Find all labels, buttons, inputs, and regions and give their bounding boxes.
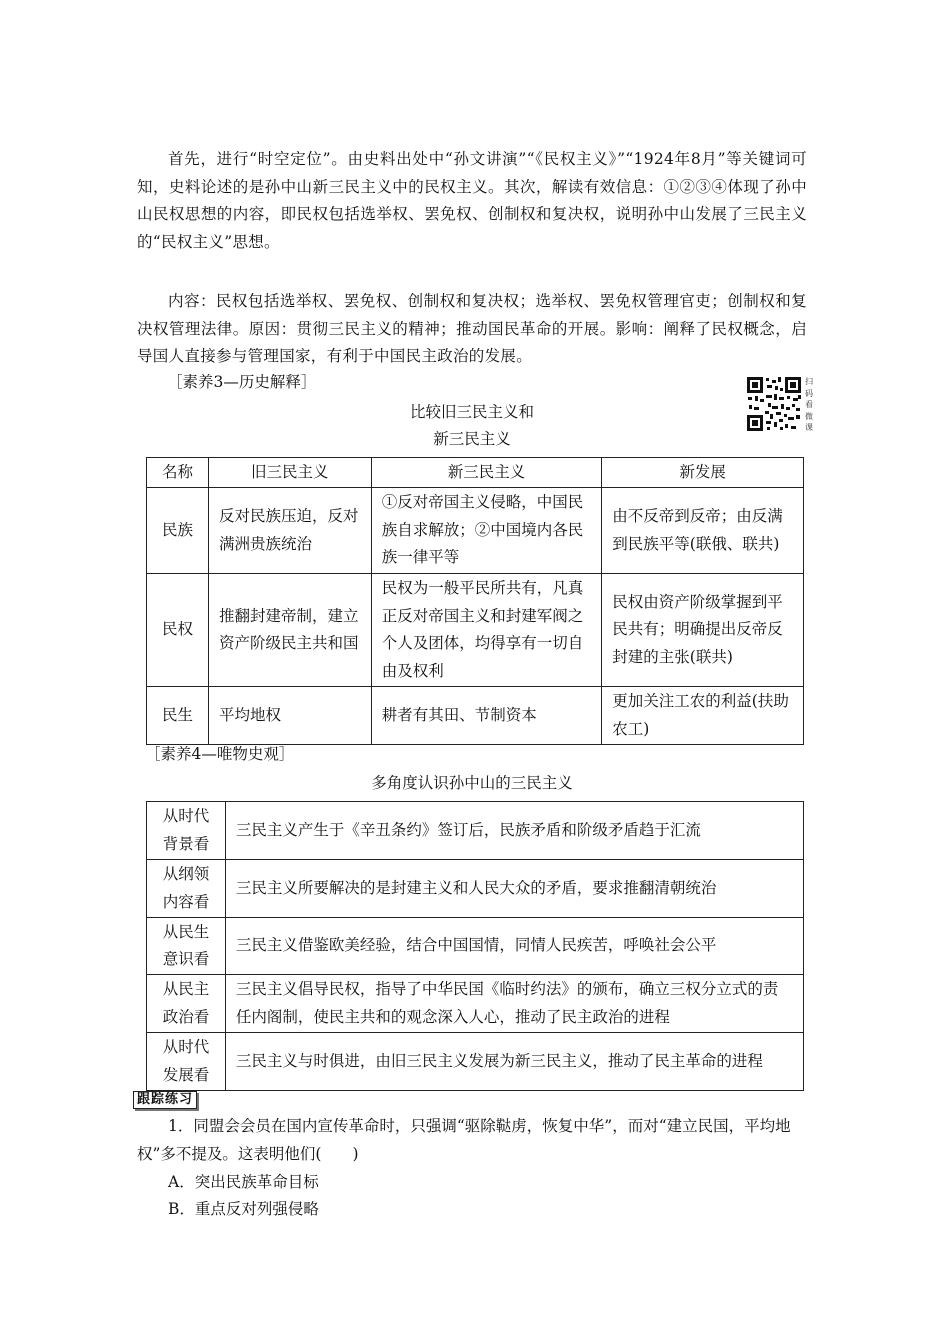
table1-title-line2: 新三民主义 — [433, 430, 511, 448]
section4-label: ［素养4—唯物史观］ — [145, 745, 295, 763]
practice-tag: 跟踪练习 — [133, 1091, 197, 1109]
cell-new: ①反对帝国主义侵略，中国民族自求解放；②中国境内各民族一律平等 — [371, 488, 602, 574]
row-body: 三民主义与时俱进，由旧三民主义发展为新三民主义，推动了民主革命的进程 — [225, 1033, 803, 1091]
option-a[interactable]: A．突出民族革命目标 — [168, 1173, 319, 1191]
cell-development: 更加关注工农的利益(扶助农工) — [602, 687, 804, 745]
table-row — [147, 975, 804, 1033]
table-row — [147, 1033, 804, 1091]
row-name: 民权 — [147, 574, 209, 687]
table-row — [147, 860, 804, 918]
row-body: 三民主义产生于《辛丑条约》签订后，民族矛盾和阶级矛盾趋于汇流 — [225, 802, 803, 860]
perspectives-table — [146, 801, 804, 1091]
row-head: 从民生意识看 — [147, 918, 226, 975]
paragraph-analysis: 首先，进行“时空定位”。由史料出处中“孙文讲演”“《民权主义》”“1924年8月”等关键词可知，史料论述的是孙中山新三民主义中的民权主义。其次，解读有效信息：①②③④体现了孙中山民权思想的内容，即民权包括选举权、罢免权、创制权和复决权，说明孙中山发展了三民主义的“民权主义”思想。 — [137, 150, 807, 251]
section3-label: ［素养3—历史解释］ — [167, 373, 317, 391]
row-head: 从纲领内容看 — [147, 860, 226, 918]
table2-title: 多角度认识孙中山的三民主义 — [371, 774, 573, 792]
row-head: 从民主政治看 — [147, 975, 226, 1033]
comparison-table — [146, 457, 804, 745]
table-row — [147, 687, 804, 745]
row-head: 从时代发展看 — [147, 1033, 226, 1091]
cell-development: 民权由资产阶级掌握到平民共有；明确提出反帝反封建的主张(联共) — [602, 574, 804, 687]
header-new: 新三民主义 — [371, 458, 602, 488]
table-row — [147, 574, 804, 687]
paragraph-answer: 内容：民权包括选举权、罢免权、创制权和复决权；选举权、罢免权管理官吏；创制权和复决权管理法律。原因：贯彻三民主义的精神；推动国民革命的开展。影响：阐释了民权概念，启导国人直接参与管理国家，有利于中国民主政治的发展。 — [137, 292, 807, 365]
row-body: 三民主义倡导民权，指导了中华民国《临时约法》的颁布，确立三权分立式的责任内阁制，使民主共和的观念深入人心，推动了民主政治的进程 — [225, 975, 803, 1033]
row-head: 从时代背景看 — [147, 802, 226, 860]
question-1: 1．同盟会会员在国内宣传革命时，只强调“驱除鞑虏，恢复中华”，而对“建立民国，平均地权”多不提及。这表明他们( ) — [137, 1117, 791, 1163]
row-name: 民族 — [147, 488, 209, 574]
table1-title-line1: 比较旧三民主义和 — [409, 403, 534, 421]
table-row — [147, 918, 804, 975]
header-name: 名称 — [147, 458, 209, 488]
header-development: 新发展 — [602, 458, 804, 488]
cell-new: 耕者有其田、节制资本 — [371, 687, 602, 745]
row-body: 三民主义所要解决的是封建主义和人民大众的矛盾，要求推翻清朝统治 — [225, 860, 803, 918]
cell-development: 由不反帝到反帝；由反满到民族平等(联俄、联共) — [602, 488, 804, 574]
cell-old: 推翻封建帝制，建立资产阶级民主共和国 — [208, 574, 371, 687]
cell-new: 民权为一般平民所共有，凡真正反对帝国主义和封建军阀之个人及团体，均得享有一切自由及权利 — [371, 574, 602, 687]
qr-caption: 扫码看微课 — [805, 377, 813, 432]
row-name: 民生 — [147, 687, 209, 745]
cell-old: 平均地权 — [208, 687, 371, 745]
header-old: 旧三民主义 — [208, 458, 371, 488]
table-row — [147, 802, 804, 860]
table-row — [147, 488, 804, 574]
option-b[interactable]: B．重点反对列强侵略 — [168, 1200, 319, 1218]
row-body: 三民主义借鉴欧美经验，结合中国国情，同情人民疾苦，呼唤社会公平 — [225, 918, 803, 975]
cell-old: 反对民族压迫，反对满洲贵族统治 — [208, 488, 371, 574]
